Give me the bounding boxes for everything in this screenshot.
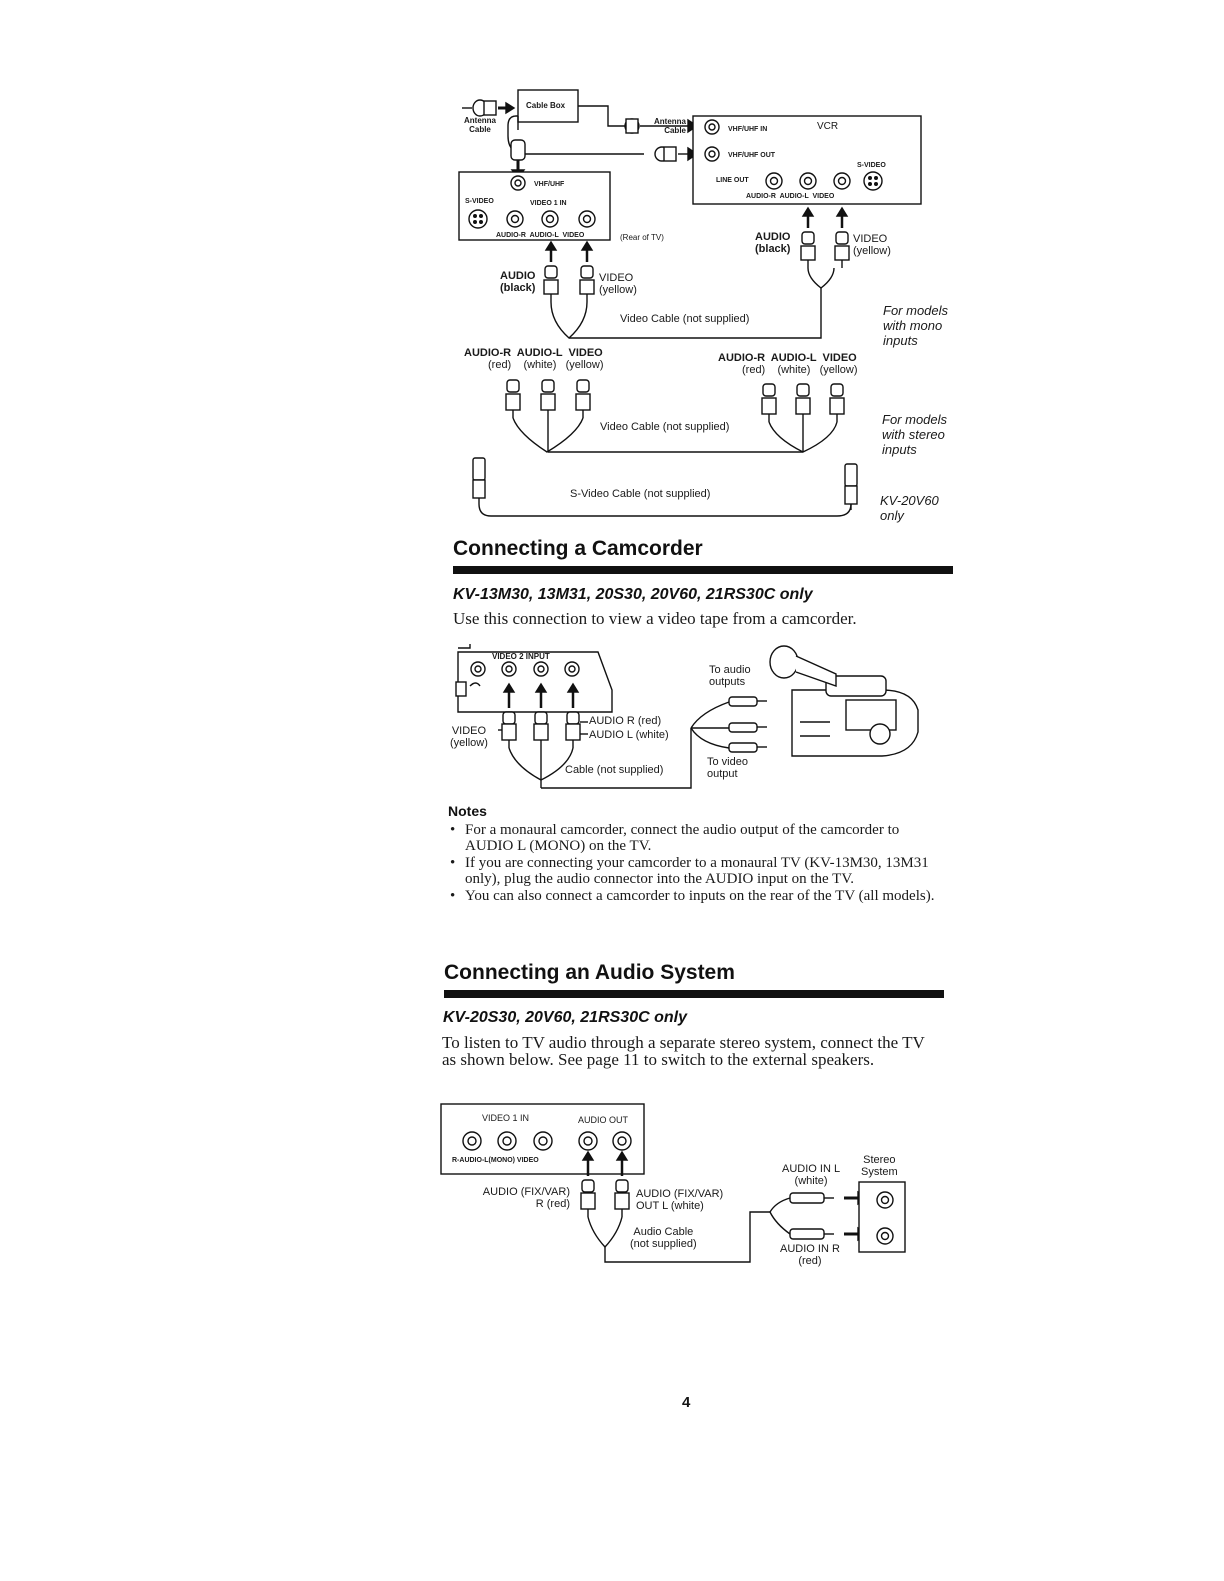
audio-fix-var-r-label: AUDIO (FIX/VAR) R (red) [482, 1186, 570, 1210]
audio-cable-label: Audio Cable (not supplied) [630, 1226, 697, 1250]
audio-out-label: AUDIO OUT [578, 1115, 629, 1125]
stereo-system-label: Stereo System [861, 1154, 898, 1178]
to-video-output-label: To video output [707, 756, 748, 780]
video2-input-label: VIDEO 2 INPUT [492, 652, 550, 661]
audio-intro-text: To listen to TV audio through a separate stereo system, connect the TV as shown below. See page 11 to switch to the external speakers. [442, 1033, 925, 1069]
stereo-left-bottom-label: (red) (white) (yellow) [488, 359, 604, 371]
audio-black-left-label: AUDIO (black) [500, 270, 536, 294]
video1-in-label: VIDEO 1 IN [482, 1113, 530, 1123]
s-video-cable-label: S-Video Cable (not supplied) [570, 488, 711, 500]
video-yellow-label: VIDEO (yellow) [450, 725, 488, 749]
rear-of-tv-label: (Rear of TV) [620, 233, 664, 242]
antenna-cable-left-label: Antenna Cable [464, 116, 496, 134]
stereo-right-top-label: AUDIO-R AUDIO-L VIDEO [718, 352, 857, 364]
note-item: • You can also connect a camcorder to inputs on the rear of the TV (all models). [450, 888, 940, 904]
camcorder-section-heading: Connecting a Camcorder [453, 537, 703, 560]
page-number: 4 [682, 1394, 691, 1411]
audio-in-l-label: AUDIO IN L (white) [782, 1163, 841, 1187]
audio-subheading: KV-20S30, 20V60, 21RS30C only [443, 1009, 687, 1026]
cable-not-supplied-label: Cable (not supplied) [565, 764, 664, 776]
audio-black-right-label: AUDIO (black) [755, 231, 791, 255]
vcr-jacks-label: AUDIO-R AUDIO-L VIDEO [746, 193, 835, 200]
tv-vhf-uhf-label: VHF/UHF [534, 181, 565, 188]
note-item: • For a monaural camcorder, connect the audio output of the camcorder to AUDIO L (MONO) on the TV. [450, 822, 940, 854]
jack-row-label: R-AUDIO-L(MONO) VIDEO [452, 1157, 539, 1164]
kv20v60-only-label: KV-20V60 only [880, 493, 939, 523]
video-yellow-left-label: VIDEO (yellow) [599, 272, 637, 296]
stereo-left-top-label: AUDIO-R AUDIO-L VIDEO [464, 347, 603, 359]
audio-fix-var-l-label: AUDIO (FIX/VAR) OUT L (white) [636, 1188, 724, 1212]
audio-r-red-label: AUDIO R (red) [589, 715, 662, 727]
video-yellow-right-label: VIDEO (yellow) [853, 233, 891, 257]
notes-title: Notes [448, 803, 487, 819]
cable-box-label: Cable Box [526, 101, 566, 110]
audio-section-heading: Connecting an Audio System [444, 961, 735, 984]
tv-jacks-label: AUDIO-R AUDIO-L VIDEO [496, 232, 585, 239]
tv-s-video-label: S-VIDEO [465, 198, 494, 205]
stereo-right-bottom-label: (red) (white) (yellow) [742, 364, 858, 376]
vhf-uhf-out-label: VHF/UHF OUT [728, 152, 776, 159]
camcorder-subheading: KV-13M30, 13M31, 20S30, 20V60, 21RS30C only [453, 586, 813, 603]
vcr-s-video-label: S-VIDEO [857, 162, 886, 169]
video-cable-stereo-label: Video Cable (not supplied) [600, 421, 730, 433]
vcr-label: VCR [817, 121, 839, 132]
tv-video1-in-label: VIDEO 1 IN [530, 200, 567, 207]
for-models-stereo-label: For models with stereo inputs [882, 412, 948, 457]
antenna-cable-right-label: Antenna Cable [654, 117, 686, 135]
audio-l-white-label: AUDIO L (white) [589, 729, 669, 741]
to-audio-outputs-label: To audio outputs [709, 664, 751, 688]
video-cable-mono-label: Video Cable (not supplied) [620, 313, 750, 325]
note-item: • If you are connecting your camcorder to a monaural TV (KV-13M30, 13M31 only), plug the audio connector into the AUDIO input on the TV. [450, 855, 940, 887]
line-out-label: LINE OUT [716, 177, 749, 184]
vhf-uhf-in-label: VHF/UHF IN [728, 126, 768, 133]
for-models-mono-label: For models with mono inputs [883, 303, 949, 348]
audio-in-r-label: AUDIO IN R (red) [780, 1243, 840, 1267]
camcorder-intro-text: Use this connection to view a video tape from a camcorder. [453, 609, 857, 628]
